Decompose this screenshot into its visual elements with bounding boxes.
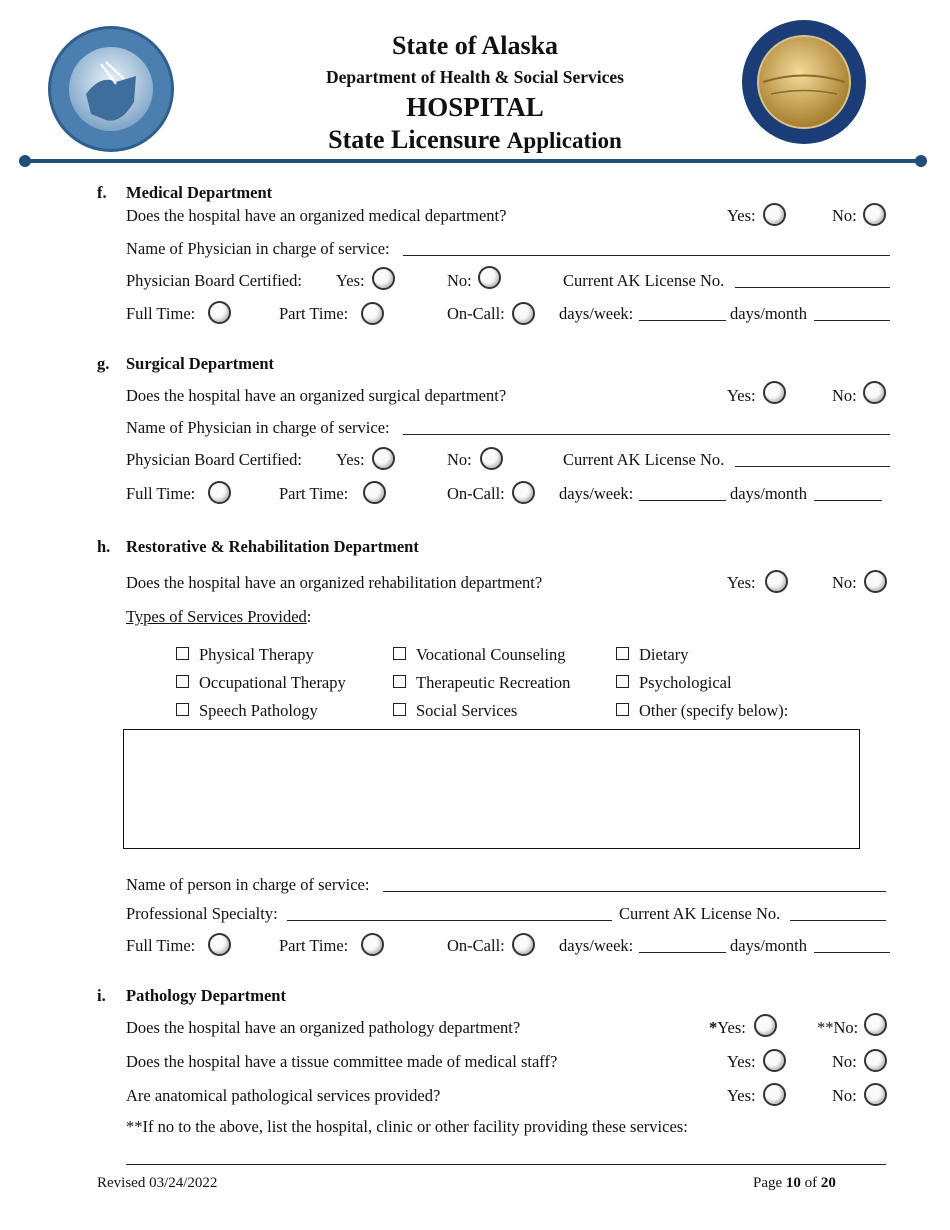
section-h-title: Restorative & Rehabilitation Department	[126, 537, 419, 556]
h-part-time-label: Part Time:	[279, 936, 349, 955]
f-days-month-label: days/month	[730, 304, 807, 323]
therapeutic-recreation-checkbox[interactable]	[393, 675, 406, 688]
speech-pathology-label: Speech Pathology	[199, 701, 318, 720]
g-no-label: No:	[832, 386, 857, 405]
f-bc-no-label: No:	[447, 271, 472, 290]
psychological-label: Psychological	[639, 673, 732, 692]
other-specify-checkbox[interactable]	[616, 703, 629, 716]
i-q1-yes-text: Yes:	[717, 1018, 746, 1037]
section-g-title: Surgical Department	[126, 354, 275, 373]
i-q2-no-radio[interactable]	[864, 1049, 887, 1072]
h-on-call-radio[interactable]	[512, 933, 535, 956]
g-yes-label: Yes:	[727, 386, 756, 405]
f-days-week-field[interactable]	[639, 320, 726, 321]
types-of-services-label	[126, 607, 311, 627]
g-physician-name-label: Name of Physician in charge of service:	[126, 418, 390, 437]
types-of-services-text: Types of Services Provided	[126, 607, 307, 626]
i-q1-yes-asterisk: *	[709, 1018, 718, 1037]
i-q1-no-radio[interactable]	[864, 1013, 887, 1036]
header-rule-dot-left	[19, 155, 31, 167]
i-q3-yes-radio[interactable]	[763, 1083, 786, 1106]
other-services-textbox[interactable]	[123, 729, 860, 849]
i-q3-no-label: No:	[832, 1086, 857, 1105]
i-q2-yes-label: Yes:	[727, 1052, 756, 1071]
g-on-call-label: On-Call:	[447, 484, 505, 503]
h-person-name-label: Name of person in charge of service:	[126, 875, 370, 894]
f-bc-yes-radio[interactable]	[372, 267, 395, 290]
i-q1-question: Does the hospital have an organized pathology department?	[126, 1018, 521, 1037]
h-days-week-label: days/week:	[559, 936, 634, 955]
h-days-month-label: days/month	[730, 936, 807, 955]
g-board-certified-label: Physician Board Certified:	[126, 450, 302, 469]
i-q2-no-label: No:	[832, 1052, 857, 1071]
form-title	[0, 125, 950, 155]
g-days-week-field[interactable]	[639, 500, 726, 501]
vocational-counseling-checkbox[interactable]	[393, 647, 406, 660]
form-type: HOSPITAL	[406, 92, 544, 122]
g-license-field[interactable]	[735, 466, 890, 467]
department-name: Department of Health & Social Services	[326, 67, 624, 87]
h-license-field[interactable]	[790, 920, 886, 921]
h-full-time-label: Full Time:	[126, 936, 196, 955]
header-rule	[25, 159, 921, 163]
section-f-question: Does the hospital have an organized medical department?	[126, 206, 507, 225]
therapeutic-recreation-label: Therapeutic Recreation	[416, 673, 571, 692]
speech-pathology-checkbox[interactable]	[176, 703, 189, 716]
g-bc-yes-radio[interactable]	[372, 447, 395, 470]
h-days-week-field[interactable]	[639, 952, 726, 953]
occupational-therapy-label: Occupational Therapy	[199, 673, 346, 692]
page-of-label: of	[804, 1175, 818, 1191]
f-full-time-label: Full Time:	[126, 304, 196, 323]
i-q3-question: Are anatomical pathological services provided?	[126, 1086, 441, 1105]
f-days-month-field[interactable]	[814, 320, 890, 321]
dietary-checkbox[interactable]	[616, 647, 629, 660]
h-specialty-label: Professional Specialty:	[126, 904, 278, 923]
physical-therapy-label: Physical Therapy	[199, 645, 314, 664]
h-yes-radio[interactable]	[765, 570, 788, 593]
i-q1-yes-radio[interactable]	[754, 1014, 777, 1037]
g-physician-name-field[interactable]	[403, 434, 890, 435]
header-rule-dot-right	[915, 155, 927, 167]
f-license-field[interactable]	[735, 287, 890, 288]
h-on-call-label: On-Call:	[447, 936, 505, 955]
f-no-radio[interactable]	[863, 203, 886, 226]
i-q2-question: Does the hospital have a tissue committee made of medical staff?	[126, 1052, 558, 1071]
g-license-label: Current AK License No.	[563, 450, 725, 469]
h-part-time-radio[interactable]	[361, 933, 384, 956]
page-current: 10	[785, 1175, 801, 1191]
form-title-part1: State Licensure	[328, 125, 501, 154]
h-license-label: Current AK License No.	[619, 904, 781, 923]
section-i-letter: i.	[97, 986, 106, 1005]
social-services-checkbox[interactable]	[393, 703, 406, 716]
f-yes-radio[interactable]	[763, 203, 786, 226]
h-full-time-radio[interactable]	[208, 933, 231, 956]
section-g-letter: g.	[97, 354, 110, 373]
f-bc-yes-label: Yes:	[336, 271, 365, 290]
revised-date: Revised 03/24/2022	[97, 1175, 218, 1191]
f-physician-name-label: Name of Physician in charge of service:	[126, 239, 390, 258]
psychological-checkbox[interactable]	[616, 675, 629, 688]
dietary-label: Dietary	[639, 645, 689, 664]
f-part-time-radio[interactable]	[361, 302, 384, 325]
g-part-time-label: Part Time:	[279, 484, 349, 503]
f-full-time-radio[interactable]	[208, 301, 231, 324]
g-no-radio[interactable]	[863, 381, 886, 404]
form-title-part2: Application	[506, 128, 622, 153]
f-part-time-label: Part Time:	[279, 304, 349, 323]
section-g-question: Does the hospital have an organized surgical department?	[126, 386, 507, 405]
section-h-question: Does the hospital have an organized rehabilitation department?	[126, 573, 543, 592]
page-total: 20	[820, 1175, 836, 1191]
occupational-therapy-checkbox[interactable]	[176, 675, 189, 688]
g-yes-radio[interactable]	[763, 381, 786, 404]
g-days-month-label: days/month	[730, 484, 807, 503]
section-h-letter: h.	[97, 537, 111, 556]
g-part-time-radio[interactable]	[363, 481, 386, 504]
f-on-call-radio[interactable]	[512, 302, 535, 325]
f-days-week-label: days/week:	[559, 304, 634, 323]
state-name: State of Alaska	[391, 31, 559, 60]
i-q1-no-label: **No:	[817, 1018, 859, 1037]
types-of-services-colon: :	[306, 607, 312, 626]
other-specify-label: Other (specify below):	[639, 701, 789, 720]
vocational-counseling-label: Vocational Counseling	[416, 645, 566, 664]
i-q3-no-radio[interactable]	[864, 1083, 887, 1106]
g-full-time-label: Full Time:	[126, 484, 196, 503]
f-board-certified-label: Physician Board Certified:	[126, 271, 302, 290]
i-facility-field[interactable]	[126, 1164, 886, 1165]
g-days-month-field[interactable]	[814, 500, 882, 501]
i-note: **If no to the above, list the hospital, clinic or other facility providing these services:	[126, 1117, 688, 1136]
g-bc-yes-label: Yes:	[336, 450, 365, 469]
f-bc-no-radio[interactable]	[478, 266, 501, 289]
f-no-label: No:	[832, 206, 857, 225]
i-q3-yes-label: Yes:	[727, 1086, 756, 1105]
g-days-week-label: days/week:	[559, 484, 634, 503]
section-f-title: Medical Department	[126, 183, 273, 202]
h-no-label: No:	[832, 573, 857, 592]
f-on-call-label: On-Call:	[447, 304, 505, 323]
h-yes-label: Yes:	[727, 573, 756, 592]
h-days-month-field[interactable]	[814, 952, 890, 953]
i-q1-yes-label	[709, 1018, 746, 1038]
h-specialty-field[interactable]	[287, 920, 612, 921]
h-person-name-field[interactable]	[383, 891, 886, 892]
i-q2-yes-radio[interactable]	[763, 1049, 786, 1072]
g-full-time-radio[interactable]	[208, 481, 231, 504]
f-yes-label: Yes:	[727, 206, 756, 225]
g-on-call-radio[interactable]	[512, 481, 535, 504]
page-number	[753, 1175, 836, 1192]
f-license-label: Current AK License No.	[563, 271, 725, 290]
g-bc-no-radio[interactable]	[480, 447, 503, 470]
social-services-label: Social Services	[416, 701, 518, 720]
f-physician-name-field[interactable]	[403, 255, 890, 256]
h-no-radio[interactable]	[864, 570, 887, 593]
section-i-title: Pathology Department	[126, 986, 286, 1005]
g-bc-no-label: No:	[447, 450, 472, 469]
page-label: Page	[753, 1175, 783, 1191]
physical-therapy-checkbox[interactable]	[176, 647, 189, 660]
section-f-letter: f.	[97, 183, 107, 202]
